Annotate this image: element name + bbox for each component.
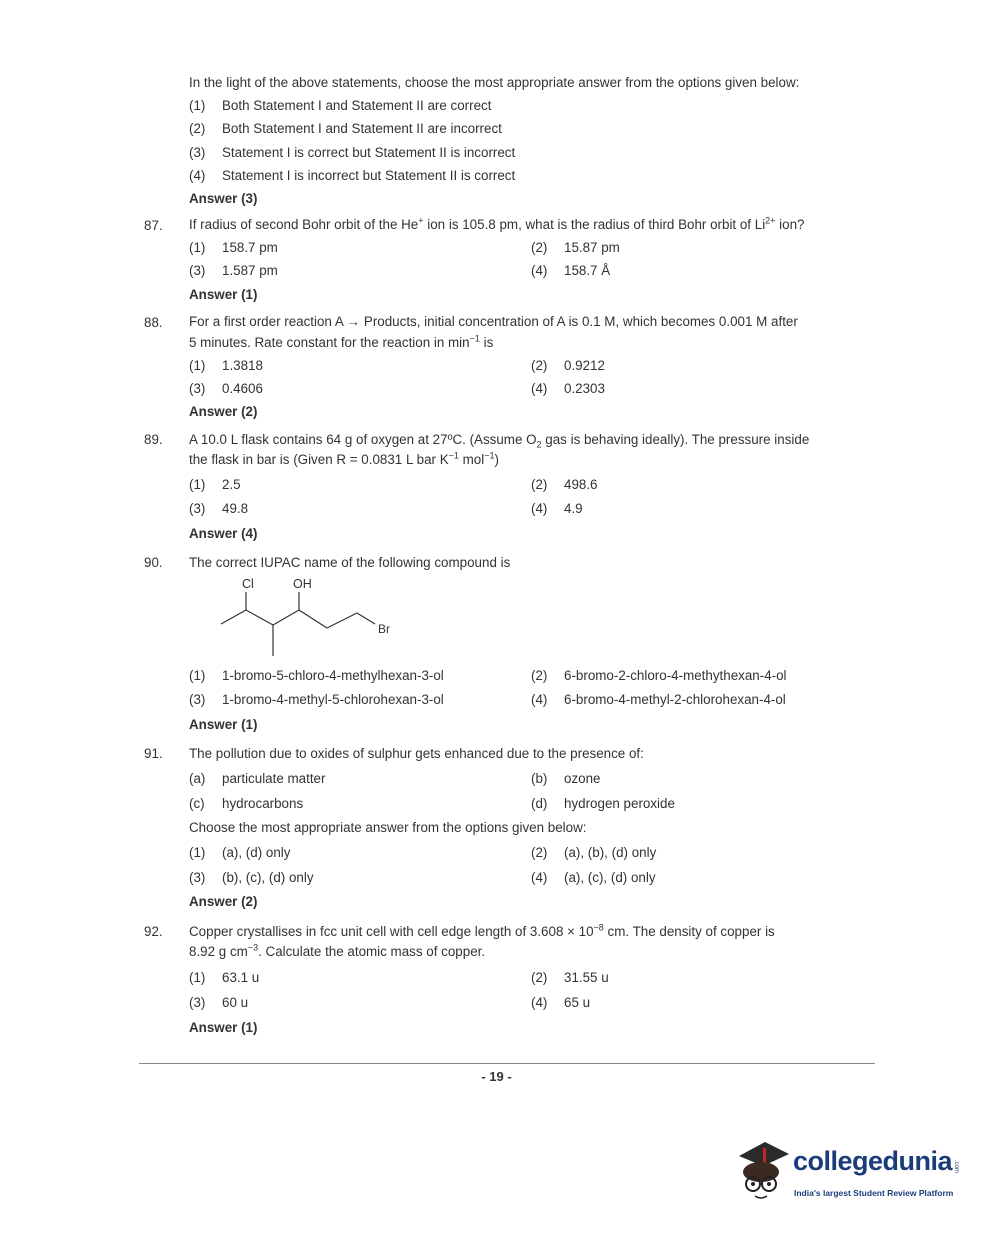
q87-answer: Answer (1)	[189, 287, 258, 302]
q88-option-1: (1) 1.3818	[189, 358, 263, 373]
question-92-line2: 8.92 g $cm^{-3}$. Calculate the atomic mass of copper.	[189, 942, 486, 959]
question-88-line2: 5 minutes. Rate constant for the reaction in $\min^{-1}$ is	[189, 333, 494, 350]
chemical-structure	[215, 572, 405, 664]
q89-option-3: (3) 49.8	[189, 501, 249, 516]
hydroxyl-label: OH	[293, 577, 312, 591]
q91-choose-text: Choose the most appropriate answer from the options given below:	[189, 820, 587, 835]
q87-option-1: (1) 158.7 pm	[189, 240, 278, 255]
q90-answer: Answer (1)	[189, 717, 258, 732]
brand-tagline: India's largest Student Review Platform	[794, 1188, 954, 1198]
q91-item-c: (c) hydrocarbons	[189, 796, 304, 811]
q92-option-2: (2) 31.55 u	[531, 970, 609, 985]
q92-option-3: (3) 60 u	[189, 995, 249, 1010]
q88-option-2: (2) 0.9212	[531, 358, 605, 373]
q90-option-2: (2) 6-bromo-2-chloro-4-methythexan-4-ol	[531, 668, 787, 683]
question-89-number: 89.	[144, 432, 163, 447]
chlorine-label: Cl	[242, 577, 254, 591]
question-89-line1: A 10.0 L flask contains 64 g of oxygen at 27ºC. (Assume $O_2$ gas is behaving ideally). The pressure inside	[189, 432, 810, 450]
brand-com: .com	[953, 1160, 959, 1174]
q91-option-3: (3) (b), (c), (d) only	[189, 870, 314, 885]
mascot-icon	[733, 1138, 793, 1208]
intro-option-4: (4) Statement I is incorrect but Statement II is correct	[189, 168, 516, 183]
q91-answer: Answer (2)	[189, 894, 258, 909]
collegedunia-logo[interactable]	[733, 1138, 963, 1208]
q89-answer: Answer (4)	[189, 526, 258, 541]
question-88-line1: For a first order reaction A → Products, initial concentration of A is 0.1 M, which becomes 0.001 M after	[189, 314, 798, 329]
footer-divider	[139, 1063, 875, 1064]
q91-item-b: (b) ozone	[531, 771, 601, 786]
page-number: - 19 -	[481, 1069, 512, 1084]
q87-option-4: (4) 158.7 Å	[531, 263, 611, 278]
q91-option-4: (4) (a), (c), (d) only	[531, 870, 656, 885]
skeletal-bonds	[221, 592, 375, 656]
q89-option-1: (1) 2.5	[189, 477, 241, 492]
question-91-text: The pollution due to oxides of sulphur gets enhanced due to the presence of:	[189, 746, 644, 761]
q91-option-1: (1) (a), (d) only	[189, 845, 291, 860]
intro-option-1: (1) Both Statement I and Statement II are correct	[189, 98, 492, 113]
q87-option-3: (3) 1.587 pm	[189, 263, 278, 278]
q90-option-4: (4) 6-bromo-4-methyl-2-chlorohexan-4-ol	[531, 692, 786, 707]
q90-option-3: (3) 1-bromo-4-methyl-5-chlorohexan-3-ol	[189, 692, 444, 707]
question-92-line1: Copper crystallises in fcc unit cell with cell edge length of $3.608 \times 10^{-8}$ cm. The density of copper is	[189, 922, 775, 939]
q89-option-2: (2) 498.6	[531, 477, 598, 492]
question-88-number: 88.	[144, 315, 163, 330]
intro-option-2: (2) Both Statement I and Statement II are incorrect	[189, 121, 502, 136]
q90-option-1: (1) 1-bromo-5-chloro-4-methylhexan-3-ol	[189, 668, 444, 683]
q87-option-2: (2) 15.87 pm	[531, 240, 620, 255]
q89-option-4: (4) 4.9	[531, 501, 583, 516]
q91-option-2: (2) (a), (b), (d) only	[531, 845, 657, 860]
bromine-label: Br	[378, 622, 390, 636]
q91-item-d: (d) hydrogen peroxide	[531, 796, 675, 811]
q92-option-1: (1) 63.1 u	[189, 970, 260, 985]
brand-name: collegedunia	[793, 1146, 953, 1176]
q92-option-4: (4) 65 u	[531, 995, 591, 1010]
question-92-number: 92.	[144, 924, 163, 939]
q88-answer: Answer (2)	[189, 404, 258, 419]
q88-option-4: (4) 0.2303	[531, 381, 605, 396]
intro-answer: Answer (3)	[189, 191, 258, 206]
question-91-number: 91.	[144, 746, 163, 761]
question-89-line2: the flask in bar is (Given R = 0.0831 L bar $K^{-1}$ mol$^{-1}$)	[189, 450, 499, 467]
intro-option-3: (3) Statement I is correct but Statement II is incorrect	[189, 145, 516, 160]
question-87-number: 87.	[144, 218, 163, 233]
question-90-text: The correct IUPAC name of the following compound is	[189, 555, 511, 570]
q92-answer: Answer (1)	[189, 1020, 258, 1035]
q88-option-3: (3) 0.4606	[189, 381, 263, 396]
question-87-text: If radius of second Bohr orbit of the He+ ion is 105.8 pm, what is the radius of third Bohr orbit of $Li^{2+}$ ion?	[189, 215, 805, 232]
question-90-number: 90.	[144, 555, 163, 570]
intro-prompt: In the light of the above statements, choose the most appropriate answer from the options given below:	[189, 75, 800, 90]
q91-item-a: (a) particulate matter	[189, 771, 326, 786]
